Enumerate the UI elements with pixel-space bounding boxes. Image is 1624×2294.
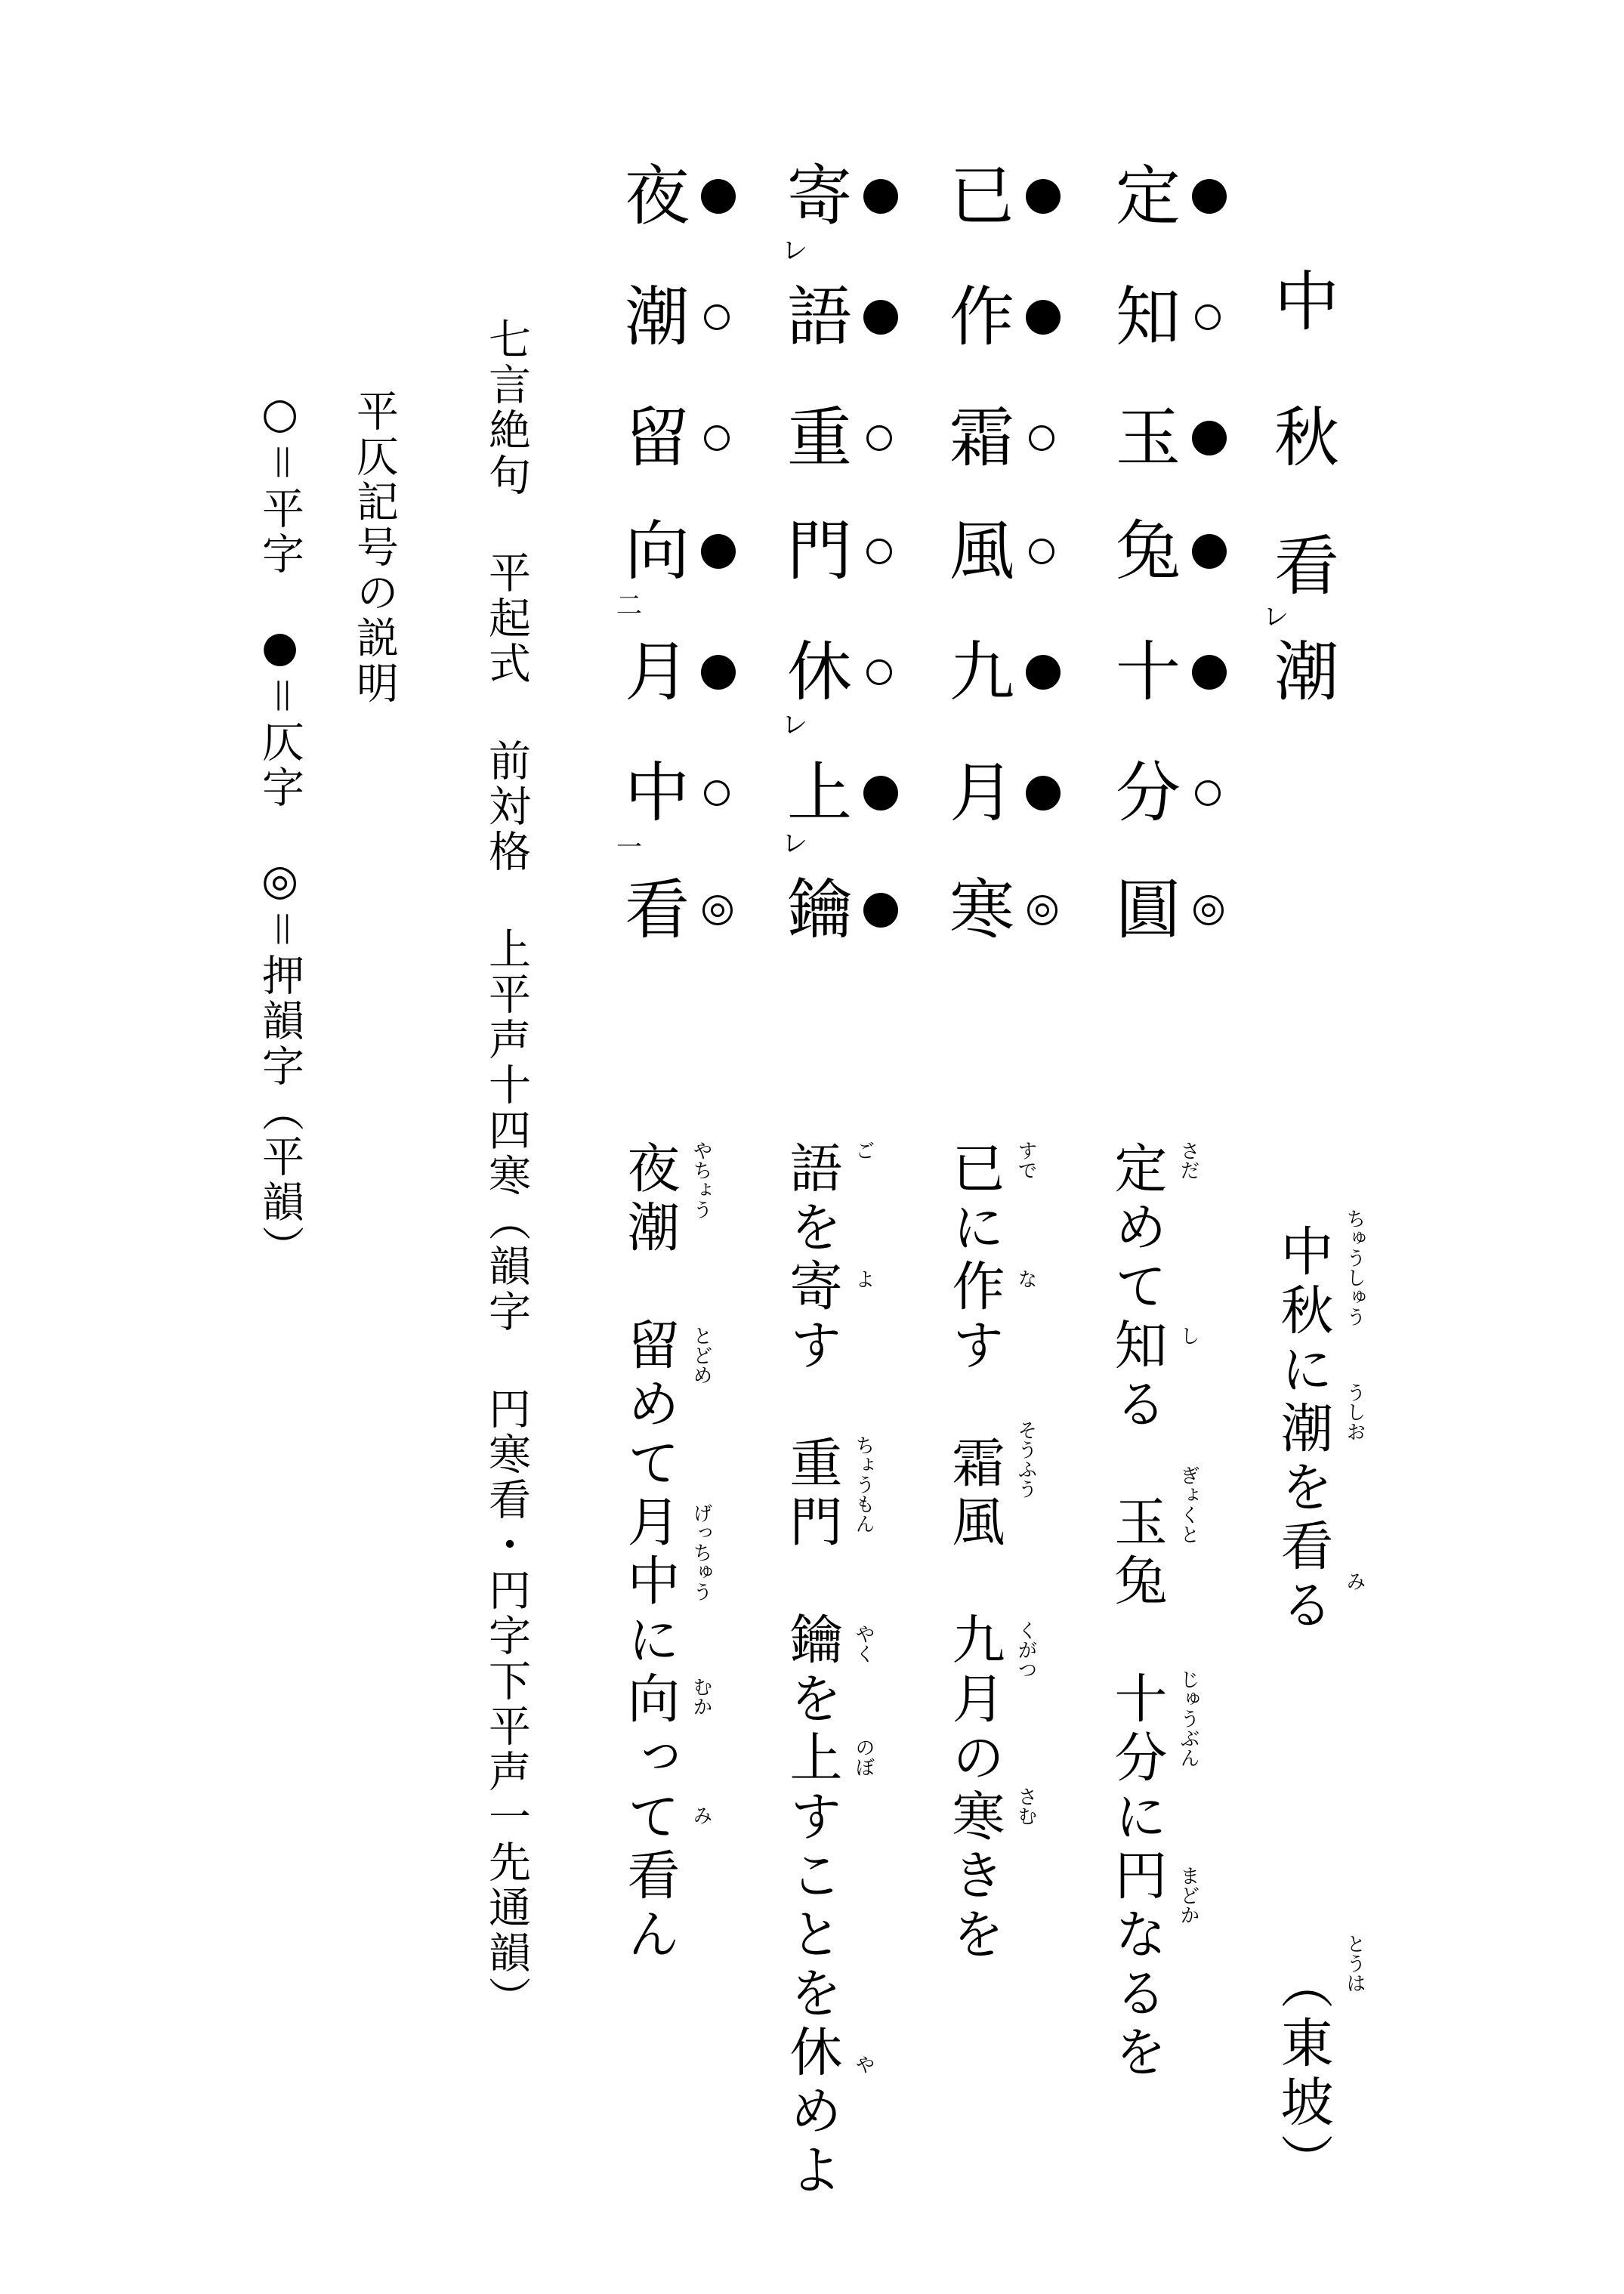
- legend-title: 平仄記号の説明: [350, 389, 399, 706]
- ze-tone-mark: [863, 776, 898, 810]
- poem-char: 已: [949, 159, 1014, 234]
- kaeri-mark: レ: [782, 829, 807, 859]
- ruby: のぼ: [852, 1737, 875, 1777]
- title-char: 看: [1274, 529, 1339, 604]
- ruby: み: [1343, 1571, 1366, 1591]
- ruby: くがつ: [1014, 1620, 1037, 1679]
- poem-char: 向: [625, 514, 690, 589]
- ruby: やちょう: [690, 1141, 712, 1219]
- ruby: とうは: [1343, 1934, 1366, 1993]
- poem-char: 分: [1116, 755, 1181, 831]
- ze-tone-mark: [1192, 179, 1227, 214]
- poem-char: 休: [787, 634, 852, 710]
- poem-char: 寒: [949, 872, 1014, 948]
- ruby: ご: [852, 1141, 875, 1160]
- ze-tone-mark: [1026, 776, 1061, 810]
- poem-char: 夜: [625, 159, 690, 234]
- ze-tone-mark: [1026, 179, 1061, 214]
- ping-tone-mark: [1195, 304, 1221, 330]
- reading-author: （東坡）: [1272, 1956, 1334, 2192]
- ruby: じゅうぶん: [1177, 1669, 1199, 1768]
- reading-line-1: 定めて知る 玉兔 十分に円なるを: [1106, 1141, 1168, 2083]
- reading-line-2: 已に作す 霜風 九月の寒きを: [943, 1141, 1005, 1965]
- poem-char: 霜: [949, 400, 1014, 476]
- title-char: 秋: [1274, 400, 1339, 476]
- kaeri-mark: 一: [616, 832, 642, 863]
- ruby: ちゅうしゅう: [1343, 1209, 1366, 1326]
- poem-char: 玉: [1116, 400, 1181, 476]
- ruby: よ: [852, 1269, 875, 1289]
- rhyme-tone-mark: [1027, 895, 1057, 925]
- poem-char: 語: [787, 279, 852, 355]
- ruby: むか: [690, 1677, 712, 1716]
- poem-char: 看: [625, 872, 690, 948]
- ze-tone-mark: [863, 893, 898, 928]
- ruby: や: [852, 2055, 875, 2074]
- legend-text: ○＝平字 ●＝仄字 ◎＝押韻字（平韻）: [255, 389, 304, 1270]
- ze-tone-mark: [1192, 534, 1227, 569]
- poem-char: 月: [625, 634, 690, 710]
- ze-tone-mark: [1192, 421, 1227, 455]
- poem-char: 十: [1116, 634, 1181, 710]
- kaeri-mark: レ: [782, 236, 807, 266]
- ping-tone-mark: [866, 659, 892, 685]
- ruby: やく: [852, 1624, 875, 1663]
- ping-tone-mark: [704, 780, 730, 806]
- ruby: み: [690, 1805, 712, 1825]
- poem-char: 重: [787, 400, 852, 476]
- ze-tone-mark: [701, 655, 736, 690]
- ze-tone-mark: [1026, 300, 1061, 335]
- poem-char: 九: [949, 634, 1014, 710]
- ping-tone-mark: [866, 539, 892, 564]
- ping-tone-mark: [1195, 780, 1221, 806]
- ze-tone-mark: [863, 300, 898, 335]
- ruby: そうふう: [1014, 1420, 1037, 1499]
- reading-title: 中秋に潮を看る: [1272, 1224, 1334, 1636]
- rhyme-tone-mark: [702, 895, 733, 925]
- poem-char: 定: [1116, 159, 1181, 234]
- ruby: とどめ: [690, 1326, 712, 1385]
- ze-tone-mark: [701, 179, 736, 214]
- form-description: 七言絶句 平起式 前対格 上平声十四寒（韻字 円寒看・円字下平声一先通韻）: [482, 317, 531, 2021]
- poem-char: 兔: [1116, 514, 1181, 589]
- poem-char: 潮: [625, 279, 690, 355]
- poem-char: 上: [787, 755, 852, 831]
- ping-tone-mark: [1029, 539, 1054, 564]
- rhyme-tone-mark: [1193, 895, 1224, 925]
- ruby: し: [1177, 1326, 1199, 1345]
- ze-tone-mark: [863, 179, 898, 214]
- ping-tone-mark: [704, 304, 730, 330]
- ruby: さむ: [1014, 1786, 1037, 1826]
- poem-char: 鑰: [787, 872, 852, 948]
- ze-tone-mark: [1026, 655, 1061, 690]
- poem-char: 中: [625, 755, 690, 831]
- ruby: ぎょくと: [1177, 1465, 1199, 1544]
- title-char: 中: [1274, 264, 1339, 340]
- ruby: さだ: [1177, 1141, 1199, 1180]
- ping-tone-mark: [866, 425, 892, 451]
- ruby: な: [1014, 1269, 1037, 1289]
- ruby: すで: [1014, 1141, 1037, 1180]
- poem-char: 風: [949, 514, 1014, 589]
- reading-line-4: 夜潮 留めて月中に向って看ん: [619, 1141, 681, 1965]
- ping-tone-mark: [1029, 425, 1054, 451]
- kaeri-mark: レ: [1263, 602, 1289, 632]
- poem-char: 知: [1116, 279, 1181, 355]
- poem-char: 門: [787, 514, 852, 589]
- kaeri-mark: 二: [616, 591, 642, 621]
- poem-char: 留: [625, 400, 690, 476]
- ze-tone-mark: [701, 534, 736, 569]
- poem-char: 作: [949, 279, 1014, 355]
- ze-tone-mark: [1192, 655, 1227, 690]
- ruby: うしお: [1343, 1382, 1366, 1441]
- ruby: ちょうもん: [852, 1435, 875, 1533]
- kaeri-mark: レ: [782, 710, 807, 740]
- poem-char: 寄: [787, 159, 852, 234]
- title-char: 潮: [1274, 634, 1339, 710]
- ping-tone-mark: [704, 425, 730, 451]
- ruby: まどか: [1177, 1866, 1199, 1925]
- reading-line-3: 語を寄す 重門 鑰を上すことを休めよ: [781, 1141, 843, 2201]
- poem-char: 月: [949, 755, 1014, 831]
- poem-char: 圓: [1116, 872, 1181, 948]
- ruby: げっちゅう: [690, 1503, 712, 1601]
